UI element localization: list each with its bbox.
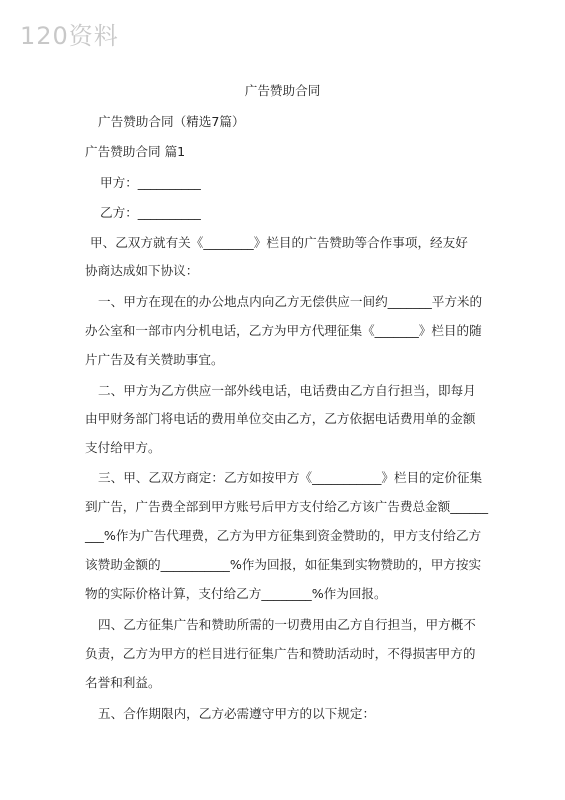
paragraph-line: 二、甲方为乙方供应一部外线电话，电话费由乙方自行担当，即每月 xyxy=(98,383,476,398)
paragraph-line: 该赞助金额的___________%作为回报，如征集到实物赞助的，甲方按实 xyxy=(85,557,482,572)
paragraph-line: 五、合作期限内，乙方必需遵守甲方的以下规定： xyxy=(98,706,376,721)
paragraph-line: 支付给甲方。 xyxy=(85,440,161,455)
document-subtitle: 广告赞助合同（精选7篇） xyxy=(98,114,245,129)
paragraph-line: 由甲财务部门将电话的费用单位交由乙方，乙方依据电话费用单的金额 xyxy=(85,411,476,426)
paragraph-line: 物的实际价格计算，支付给乙方________%作为回报。 xyxy=(85,586,387,601)
paragraph-line: 到广告，广告费全部到甲方账号后甲方支付给乙方该广告费总金额______ xyxy=(85,499,488,514)
paragraph-line: 协商达成如下协议： xyxy=(85,263,199,278)
paragraph-line: 三、甲、乙双方商定：乙方如按甲方《___________》栏目的定价征集 xyxy=(98,470,483,485)
paragraph-line: 负责，乙方为甲方的栏目进行征集广告和赞助活动时，不得损害甲方的 xyxy=(85,646,476,661)
party-a-line: 甲方：__________ xyxy=(100,175,201,190)
watermark-logo: 120资料 xyxy=(20,22,119,50)
document-title: 广告赞助合同 xyxy=(244,83,321,98)
paragraph-line: 甲、乙双方就有关《________》栏目的广告赞助等合作事项，经友好 xyxy=(90,235,468,250)
paragraph-line: 一、甲方在现在的办公地点内向乙方无偿供应一间约_______平方米的 xyxy=(98,294,483,309)
paragraph-line: ___%作为广告代理费，乙方为甲方征集到资金赞助的，甲方支付给乙方 xyxy=(85,528,482,543)
paragraph-line: 片广告及有关赞助事宜。 xyxy=(85,352,224,367)
paragraph-line: 办公室和一部市内分机电话，乙方为甲方代理征集《_______》栏目的随 xyxy=(85,323,482,338)
paragraph-line: 四、乙方征集广告和赞助所需的一切费用由乙方自行担当，甲方概不 xyxy=(98,617,476,632)
paragraph-line: 名誉和利益。 xyxy=(85,675,161,690)
section-heading: 广告赞助合同 篇1 xyxy=(85,144,186,159)
party-b-line: 乙方：__________ xyxy=(100,205,201,220)
